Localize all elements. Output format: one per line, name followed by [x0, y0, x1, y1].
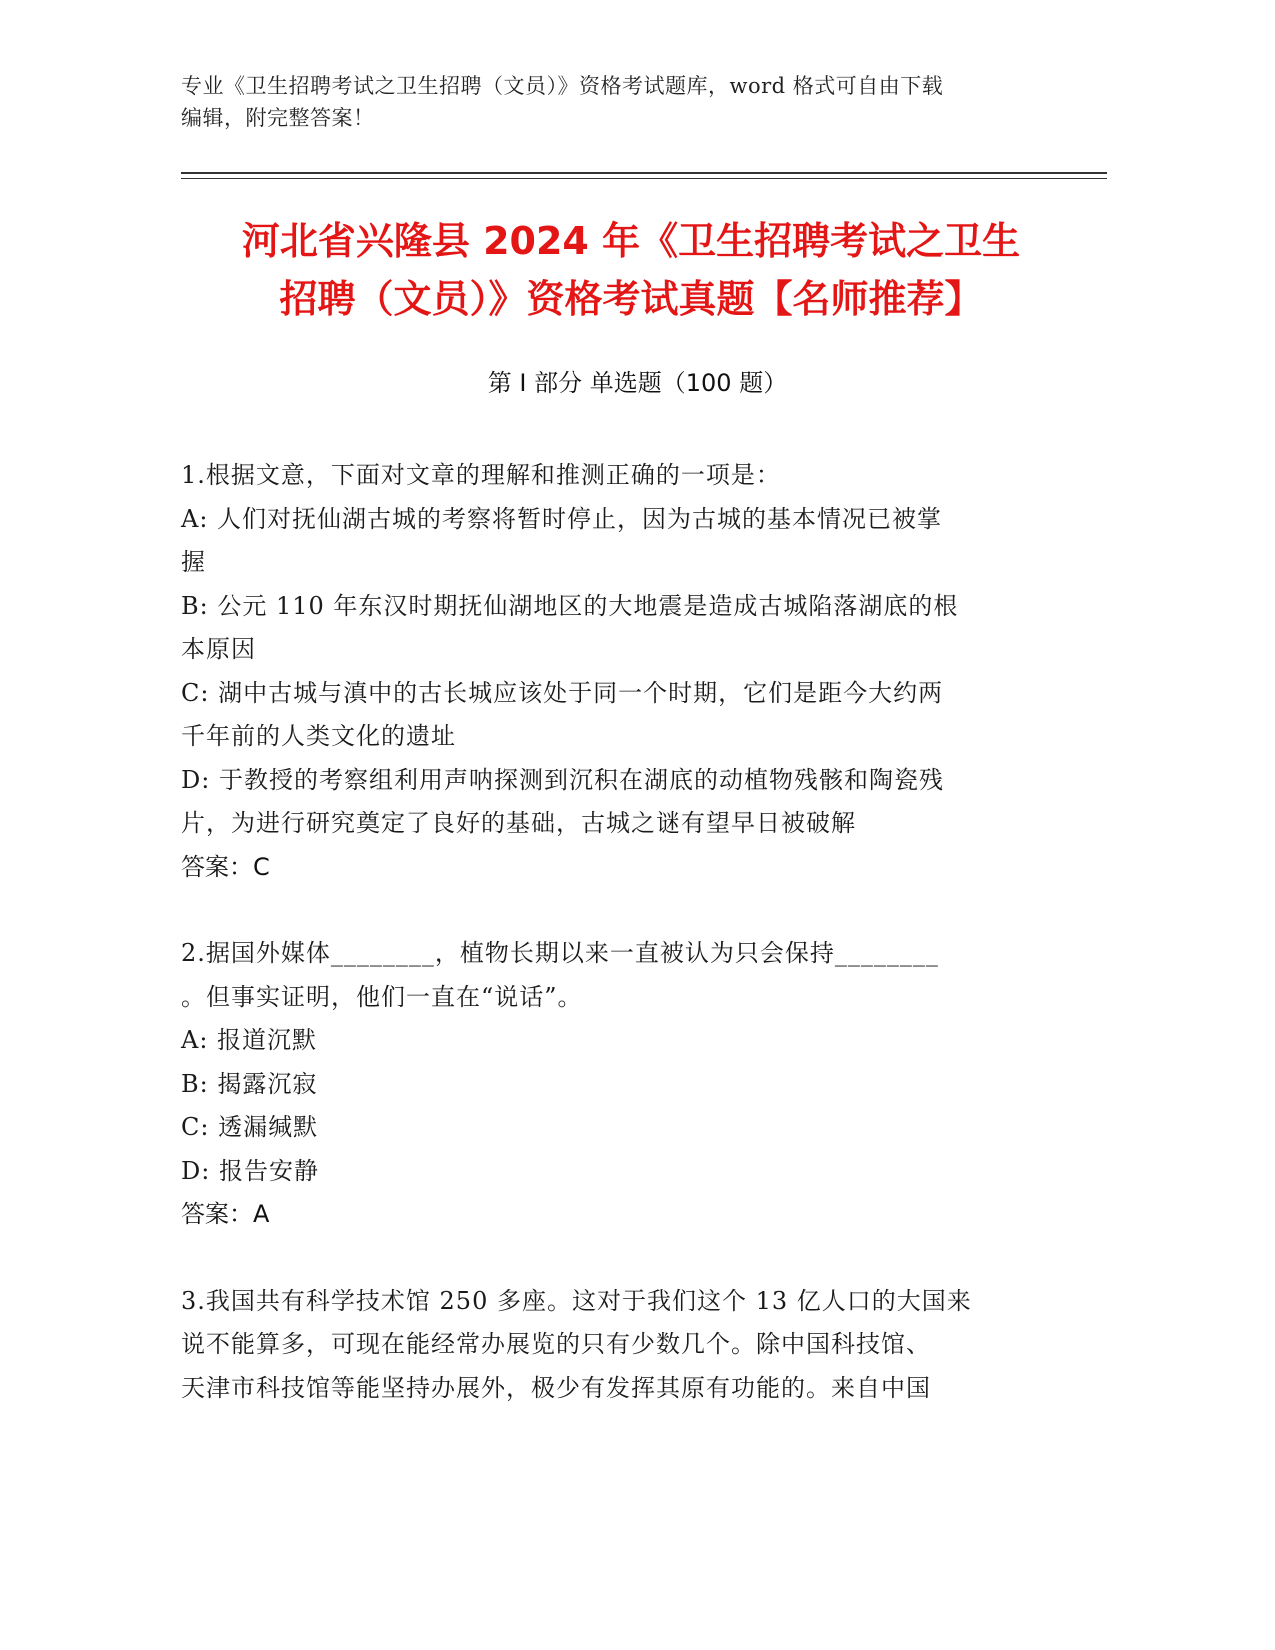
header-note-line: 编辑，附完整答案！ [181, 106, 375, 130]
answer: 答案：A [181, 1200, 270, 1228]
option-d: D: 于教授的考察组利用声呐探测到沉积在湖底的动植物残骸和陶瓷残 [181, 765, 944, 794]
document-title-line: 招聘（文员）》资格考试真题【名师推荐】 [279, 277, 983, 321]
option-c-cont: 千年前的人类文化的遗址 [181, 722, 456, 750]
question-1 [181, 454, 1031, 889]
question-text-line: 2.据国外媒体________，植物长期以来一直被认为只会保持________ [181, 939, 939, 967]
option-d-cont: 片，为进行研究奠定了良好的基础，古城之谜有望早日被破解 [181, 809, 856, 837]
section-title: 第 I 部分 单选题（100 题） [487, 369, 788, 397]
option-b: B: 公元 110 年东汉时期抚仙湖地区的大地震是造成古城陷落湖底的根 [181, 591, 959, 620]
question-3 [181, 1280, 1031, 1411]
option-a: A: 报道沉默 [181, 1026, 318, 1054]
answer: 答案：C [181, 852, 270, 881]
option-b-cont: 本原因 [181, 635, 256, 663]
header-divider [181, 172, 1107, 174]
option-c: C: 湖中古城与滇中的古长城应该处于同一个时期，它们是距今大约两 [181, 678, 944, 707]
header-divider [181, 178, 1107, 179]
question-list [181, 454, 1031, 1453]
header-note-line: 专业《卫生招聘考试之卫生招聘（文员）》资格考试题库，word 格式可自由下载 [181, 74, 944, 98]
option-c: C: 透漏缄默 [181, 1113, 319, 1141]
option-d: D: 报告安静 [181, 1156, 319, 1185]
option-b: B: 揭露沉寂 [181, 1069, 318, 1098]
question-text-line: 1.根据文意，下面对文章的理解和推测正确的一项是： [181, 461, 781, 489]
question-2 [181, 932, 1031, 1237]
document-title [181, 212, 1081, 328]
document-title-line: 河北省兴隆县 2024 年《卫生招聘考试之卫生 [241, 219, 1021, 263]
question-text-line: 说不能算多，可现在能经常办展览的只有少数几个。除中国科技馆、 [181, 1330, 931, 1358]
option-a-cont: 握 [181, 548, 206, 576]
question-text-line: 3.我国共有科学技术馆 250 多座。这对于我们这个 13 亿人口的大国来 [181, 1286, 972, 1315]
option-a: A: 人们对抚仙湖古城的考察将暂时停止，因为古城的基本情况已被掌 [181, 504, 943, 533]
question-text-line: 。但事实证明，他们一直在“说话”。 [181, 982, 583, 1011]
question-text-line: 天津市科技馆等能坚持办展外，极少有发挥其原有功能的。来自中国 [181, 1373, 931, 1402]
header-note [181, 70, 1061, 134]
